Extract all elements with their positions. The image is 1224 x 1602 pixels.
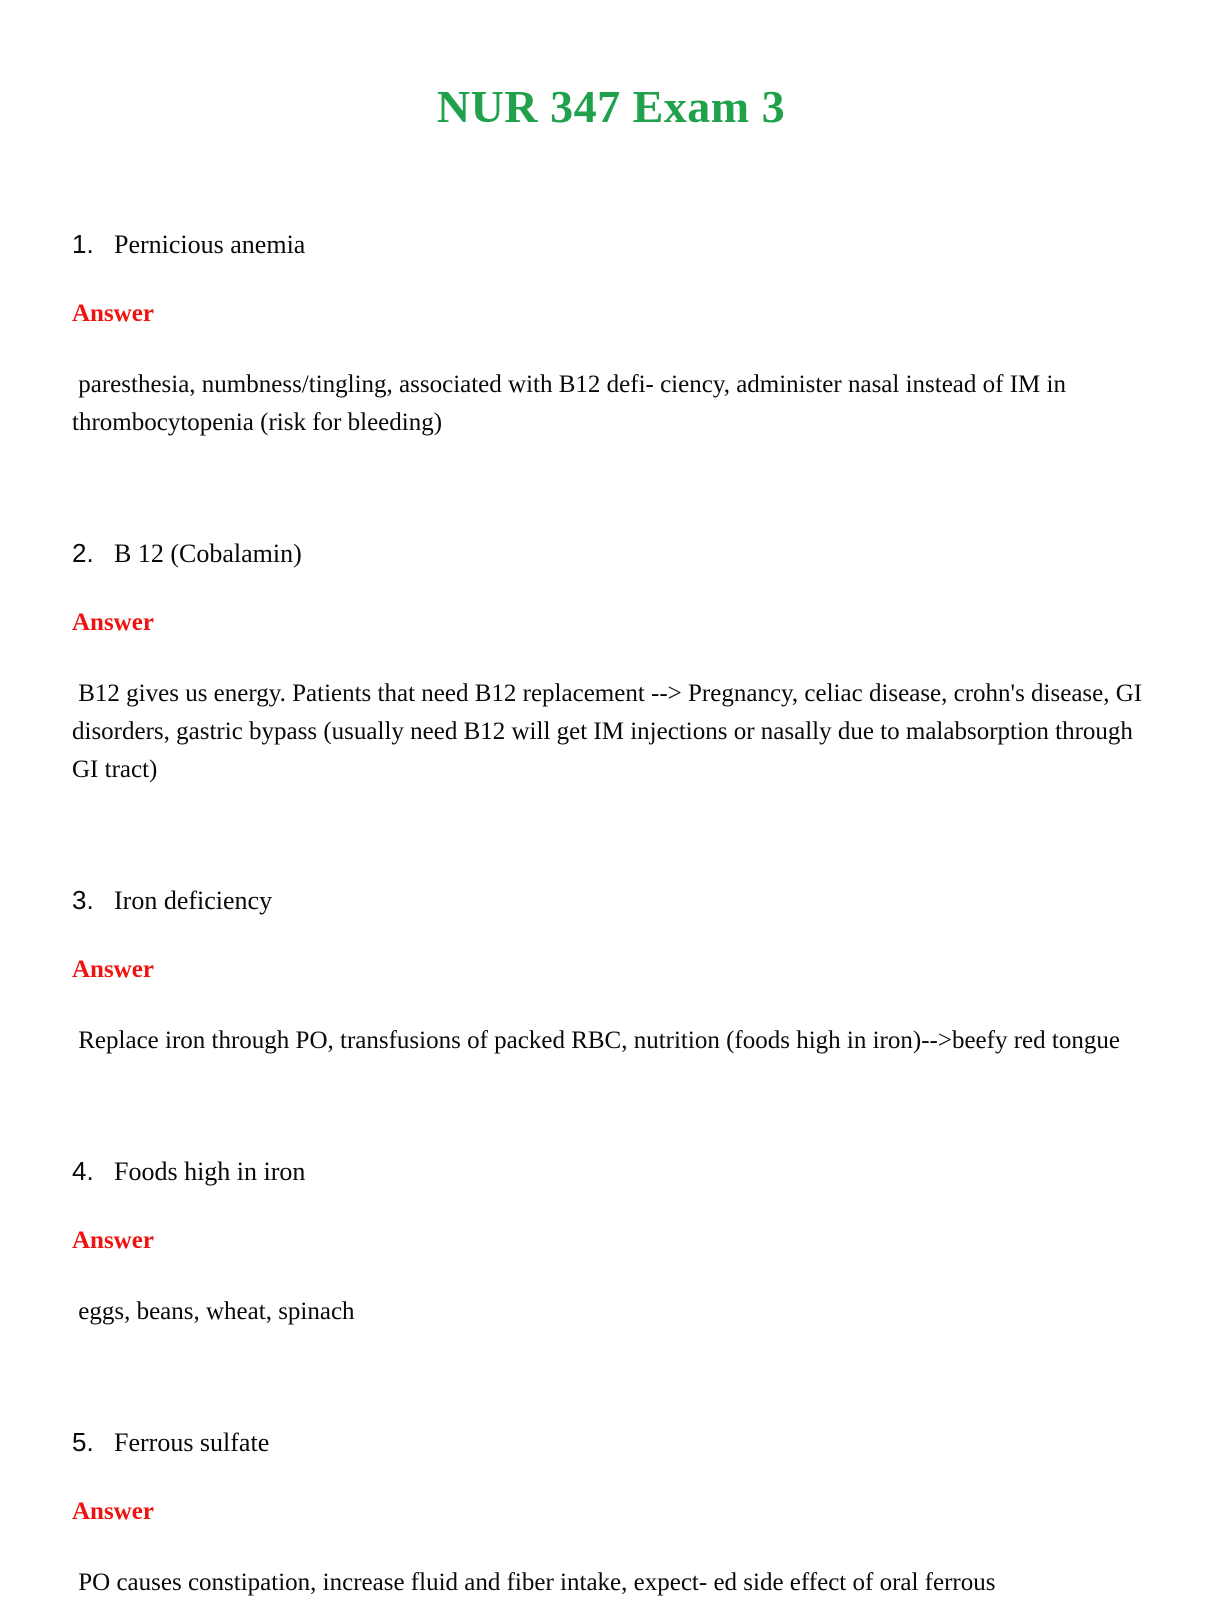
question-text: Foods high in iron bbox=[114, 1157, 306, 1186]
qa-item bbox=[72, 229, 1150, 442]
question-text: Ferrous sulfate bbox=[114, 1428, 270, 1457]
question-row bbox=[72, 1156, 1150, 1187]
question-row bbox=[72, 538, 1150, 569]
qa-item bbox=[72, 538, 1150, 789]
question-text: B 12 (Cobalamin) bbox=[114, 539, 302, 568]
question-number: 2. bbox=[72, 538, 94, 568]
question-row bbox=[72, 1427, 1150, 1458]
question-number: 4. bbox=[72, 1156, 94, 1186]
answer-text: Replace iron through PO, transfusions of packed RBC, nutrition (foods high in iron)-->beefy red tongue bbox=[72, 1027, 1120, 1054]
answer-label: Answer bbox=[72, 1498, 154, 1525]
answer-text: B12 gives us energy. Patients that need B12 replacement --> Pregnancy, celiac disease, crohn's disease, GI disorders, gastric bypass (usually need B12 will get IM injections or nasally due to malabsorption through GI tract) bbox=[72, 680, 1149, 783]
page-title: NUR 347 Exam 3 bbox=[436, 81, 786, 132]
answer-label: Answer bbox=[72, 609, 154, 636]
answer-label: Answer bbox=[72, 1227, 154, 1254]
question-number: 1. bbox=[72, 229, 94, 259]
question-text: Pernicious anemia bbox=[114, 230, 306, 259]
answer-label: Answer bbox=[72, 956, 154, 983]
question-number: 5. bbox=[72, 1427, 94, 1457]
question-row bbox=[72, 885, 1150, 916]
answer-text: PO causes constipation, increase fluid and fiber intake, expect- ed side effect of oral ferrous bbox=[72, 1569, 996, 1596]
qa-item bbox=[72, 1156, 1150, 1331]
qa-item bbox=[72, 1427, 1150, 1602]
qa-item bbox=[72, 885, 1150, 1060]
question-text: Iron deficiency bbox=[114, 886, 273, 915]
question-row bbox=[72, 229, 1150, 260]
answer-label: Answer bbox=[72, 300, 154, 327]
answer-text: eggs, beans, wheat, spinach bbox=[72, 1298, 355, 1325]
question-number: 3. bbox=[72, 885, 94, 915]
answer-text: paresthesia, numbness/tingling, associated with B12 defi- ciency, administer nasal instead of IM in thrombocytopenia (risk for bleeding) bbox=[72, 371, 1073, 436]
